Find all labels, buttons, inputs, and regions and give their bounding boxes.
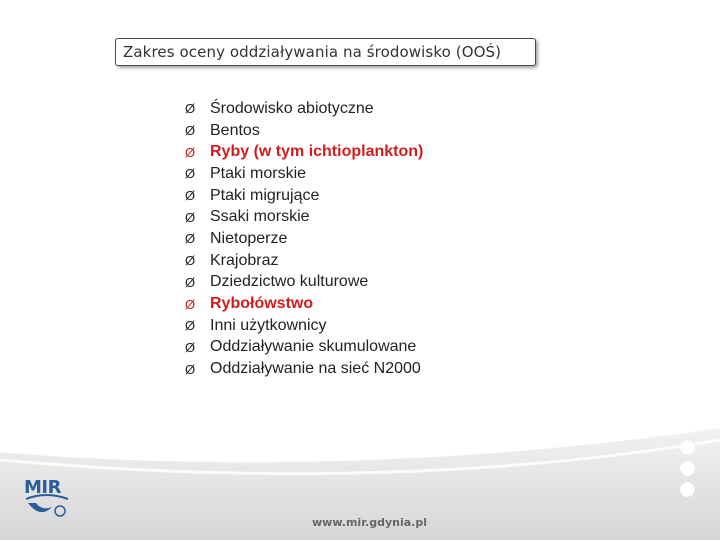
list-item (185, 337, 423, 359)
bullet-arrow-icon: Ø (185, 188, 196, 204)
list-item-label: Ryby (w tym ichtioplankton) (210, 143, 424, 161)
mir-logo (22, 477, 72, 523)
list-item-label: Rybołówstwo (210, 295, 314, 313)
bullet-arrow-icon: Ø (185, 339, 196, 355)
logo-emblem-icon (22, 477, 72, 523)
list-item (185, 315, 423, 337)
bullet-arrow-icon: Ø (185, 231, 196, 247)
list-item-label: Oddziaływanie na sieć N2000 (210, 360, 421, 378)
list-item (185, 98, 423, 120)
bullet-arrow-icon: Ø (185, 318, 196, 334)
list-item (185, 206, 423, 228)
logo-text: MIR (24, 477, 61, 498)
bullet-arrow-icon: Ø (185, 209, 196, 225)
list-item-label: Dziedzictwo kulturowe (210, 273, 369, 291)
slide-title: Zakres oceny oddziaływania na środowisko (OOŚ) (123, 43, 502, 61)
list-item (185, 293, 423, 315)
bullet-arrow-icon: Ø (185, 123, 196, 139)
nav-dot (680, 440, 695, 455)
bullet-arrow-icon: Ø (185, 274, 196, 290)
list-item-label: Ptaki morskie (210, 164, 307, 182)
list-item (185, 163, 423, 185)
bullet-arrow-icon: Ø (185, 101, 196, 117)
nav-dot (680, 482, 695, 497)
list-item-label: Ssaki morskie (210, 208, 310, 226)
list-item (185, 272, 423, 294)
bullet-arrow-icon: Ø (185, 296, 196, 312)
list-item (185, 120, 423, 142)
list-item-label: Oddziaływanie skumulowane (210, 338, 417, 356)
list-item-label: Nietoperze (210, 229, 288, 247)
bullet-arrow-icon: Ø (185, 253, 196, 269)
bullet-arrow-icon: Ø (185, 166, 196, 182)
bullet-arrow-icon: Ø (185, 144, 196, 160)
slide-nav-dots (680, 440, 695, 503)
list-item-label: Krajobraz (210, 251, 279, 269)
list-item (185, 228, 423, 250)
slide-title-box (115, 38, 536, 66)
scope-list (185, 98, 423, 380)
list-item-label: Ptaki migrujące (210, 186, 320, 204)
nav-dot (680, 461, 695, 476)
list-item (185, 358, 423, 380)
footer-url: www.mir.gdynia.pl (312, 516, 427, 529)
list-item (185, 185, 423, 207)
list-item-label: Bentos (210, 121, 260, 139)
list-item-label: Inni użytkownicy (210, 316, 327, 334)
list-item (185, 250, 423, 272)
list-item-label: Środowisko abiotyczne (210, 99, 374, 117)
bullet-arrow-icon: Ø (185, 361, 196, 377)
list-item (185, 141, 423, 163)
